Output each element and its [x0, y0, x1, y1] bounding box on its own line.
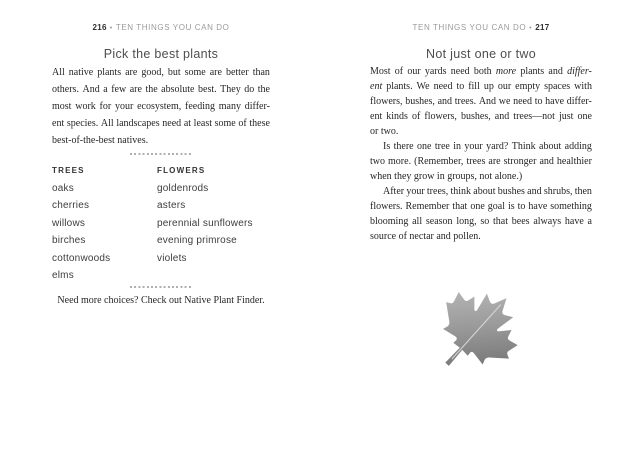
- text-line: [370, 154, 592, 169]
- word: of: [412, 111, 421, 122]
- table-item: goldenrods: [157, 182, 209, 194]
- word: bushes: [497, 186, 525, 197]
- word: about: [539, 141, 562, 152]
- word: ecosystem,: [137, 101, 182, 112]
- word: ent: [52, 118, 65, 129]
- word: one: [470, 201, 485, 212]
- word: so: [480, 216, 490, 227]
- table-item: evening primrose: [157, 235, 237, 246]
- word: that: [452, 201, 468, 212]
- word: Is: [383, 141, 391, 152]
- word: species.: [66, 118, 99, 129]
- word: at: [183, 118, 192, 129]
- word: both: [473, 66, 492, 77]
- word: All: [100, 118, 114, 129]
- text-line: [370, 79, 592, 94]
- word: always: [533, 216, 562, 227]
- word: a: [587, 216, 592, 227]
- text-line: [370, 229, 592, 244]
- word: but: [167, 67, 181, 78]
- table-item: asters: [157, 200, 186, 211]
- text-line: [370, 64, 592, 79]
- page-number: 217: [535, 23, 550, 32]
- word: trees: [466, 156, 486, 167]
- word: And: [82, 84, 100, 95]
- word: differ-: [567, 66, 592, 77]
- word: goal: [487, 201, 505, 212]
- word: one: [417, 141, 432, 152]
- word: and: [494, 111, 510, 122]
- running-title: TEN THINGS YOU CAN DO: [115, 23, 230, 32]
- word: your: [464, 141, 483, 152]
- word: than: [252, 67, 270, 78]
- table-item: perennial sunflowers: [157, 217, 253, 229]
- word: our: [407, 66, 421, 77]
- text-line: [52, 64, 270, 81]
- word: something: [550, 201, 592, 212]
- maple-leaf-illustration: [411, 265, 544, 398]
- word: your: [114, 101, 134, 112]
- word: just: [559, 111, 574, 122]
- word: all: [412, 216, 423, 227]
- table-column-header: FLOWERS: [157, 166, 206, 175]
- word: fill: [468, 81, 480, 92]
- word: shrubs,: [543, 186, 573, 197]
- word: absolute: [161, 84, 195, 95]
- body-paragraphs: [370, 64, 592, 244]
- word: the: [257, 84, 270, 95]
- word: and: [539, 156, 554, 167]
- table-item: violets: [157, 252, 187, 264]
- word: do: [244, 84, 255, 95]
- table-item: oaks: [52, 182, 74, 194]
- word: have: [528, 201, 548, 212]
- word: and: [548, 66, 563, 77]
- intro-paragraph: [52, 64, 270, 149]
- running-title: TEN THINGS YOU CAN DO: [412, 23, 527, 32]
- word: healthier: [556, 156, 592, 167]
- word: flowers,: [370, 96, 403, 107]
- word: are: [125, 67, 138, 78]
- word: trees—not: [513, 111, 555, 122]
- word: stronger: [503, 156, 537, 167]
- word: of: [394, 66, 404, 77]
- word: better: [225, 67, 249, 78]
- text-segment: source of nectar and pollen.: [370, 231, 481, 242]
- text-line: [52, 81, 270, 98]
- word: And: [478, 96, 497, 107]
- word: then: [574, 186, 592, 197]
- word: empty: [515, 81, 541, 92]
- word: there: [393, 141, 414, 152]
- table-item: willows: [52, 217, 86, 229]
- word: native: [68, 67, 94, 78]
- word: trees.: [454, 96, 477, 107]
- word: least: [193, 118, 212, 129]
- word: some: [184, 67, 206, 78]
- word: few: [111, 84, 127, 95]
- word: in: [453, 141, 462, 152]
- text-line: [52, 132, 270, 149]
- word: are: [129, 84, 142, 95]
- word: bushes,: [405, 96, 435, 107]
- word: yard?: [486, 141, 509, 152]
- word: others.: [52, 84, 79, 95]
- word: two: [370, 156, 385, 167]
- table-item: cherries: [52, 200, 90, 211]
- table-column-trees: [52, 162, 157, 285]
- text-line: [52, 98, 270, 115]
- section-title: Not just one or two: [426, 47, 536, 61]
- text-line: [370, 94, 592, 109]
- word: up: [483, 81, 494, 92]
- text-line: [370, 139, 592, 154]
- word: have: [545, 96, 565, 107]
- word: bees: [511, 216, 530, 227]
- footer-note: Need more choices? Check out Native Plant Finder.: [57, 294, 265, 306]
- word: blooming: [370, 216, 409, 227]
- word: have: [564, 216, 584, 227]
- header-separator: •: [109, 25, 113, 32]
- word: tree: [434, 141, 450, 152]
- text-line: [370, 199, 592, 214]
- word: need: [513, 96, 532, 107]
- table-column-header: TREES: [52, 166, 85, 175]
- word: ent: [370, 81, 383, 92]
- word: think: [450, 186, 472, 197]
- word: yards: [424, 66, 447, 77]
- word: plants: [520, 66, 545, 77]
- text-line: [370, 169, 592, 184]
- word: season: [425, 216, 453, 227]
- running-header: [370, 23, 592, 34]
- word: more.: [388, 156, 412, 167]
- text-line: [370, 109, 592, 124]
- text-line: [370, 124, 592, 139]
- header-separator: •: [529, 25, 533, 32]
- word: plants.: [386, 81, 413, 92]
- dotted-divider: [130, 286, 192, 288]
- table-item: birches: [52, 235, 86, 246]
- plant-table: [52, 162, 270, 285]
- word: work: [75, 101, 96, 112]
- text-segment: best-of-the-best natives.: [52, 135, 149, 146]
- running-header: [52, 23, 270, 34]
- word: and: [437, 96, 453, 107]
- word: to: [517, 201, 526, 212]
- word: of: [238, 118, 247, 129]
- word: long,: [456, 216, 477, 227]
- word: to: [456, 81, 465, 92]
- word: with: [574, 81, 592, 92]
- word: about: [473, 186, 496, 197]
- word: feeding: [185, 101, 216, 112]
- word: more: [495, 66, 517, 77]
- word: spaces: [544, 81, 571, 92]
- word: All: [52, 67, 65, 78]
- page-right: [370, 0, 592, 471]
- word: many: [218, 101, 241, 112]
- word: need: [433, 81, 453, 92]
- word: They: [220, 84, 241, 95]
- word: flowers,: [424, 111, 457, 122]
- word: these: [249, 118, 270, 129]
- word: landscapes: [116, 118, 160, 129]
- word: and: [527, 186, 542, 197]
- word: are: [209, 67, 222, 78]
- word: some: [214, 118, 236, 129]
- text-line: [370, 214, 592, 229]
- text-segment: or two.: [370, 126, 399, 137]
- word: that: [493, 216, 509, 227]
- word: differ-: [566, 96, 592, 107]
- word: bushes,: [460, 111, 491, 122]
- word: best.: [198, 84, 217, 95]
- dotted-divider: [130, 153, 192, 155]
- section-title: Pick the best plants: [103, 47, 219, 61]
- text-line: [52, 115, 270, 132]
- maple-leaf-image: [411, 265, 544, 398]
- page-left: [52, 0, 270, 471]
- word: for: [99, 101, 112, 112]
- word: (Remember,: [414, 156, 464, 167]
- word: We: [416, 81, 430, 92]
- word: are: [488, 156, 501, 167]
- word: a: [103, 84, 108, 95]
- word: need: [162, 118, 182, 129]
- word: differ-: [244, 101, 270, 112]
- word: After: [383, 186, 405, 197]
- word: your: [406, 186, 425, 197]
- table-item: elms: [52, 270, 74, 281]
- word: ent: [370, 111, 383, 122]
- word: our: [497, 81, 512, 92]
- word: one: [577, 111, 592, 122]
- word: kinds: [386, 111, 408, 122]
- word: adding: [564, 141, 592, 152]
- word: is: [507, 201, 515, 212]
- word: to: [534, 96, 543, 107]
- text-segment: when they grow in groups, not alone.): [370, 171, 523, 182]
- word: need: [450, 66, 470, 77]
- word: the: [145, 84, 158, 95]
- word: trees,: [426, 186, 449, 197]
- table-column-flowers: [157, 162, 270, 285]
- word: good,: [141, 67, 164, 78]
- table-item: cottonwoods: [52, 252, 111, 264]
- word: we: [498, 96, 511, 107]
- page-number: 216: [92, 23, 107, 32]
- word: Remember: [405, 201, 450, 212]
- word: plants: [97, 67, 122, 78]
- word: flowers.: [370, 201, 403, 212]
- word: most: [52, 101, 72, 112]
- word: Think: [511, 141, 536, 152]
- text-line: [370, 184, 592, 199]
- word: Most: [370, 66, 391, 77]
